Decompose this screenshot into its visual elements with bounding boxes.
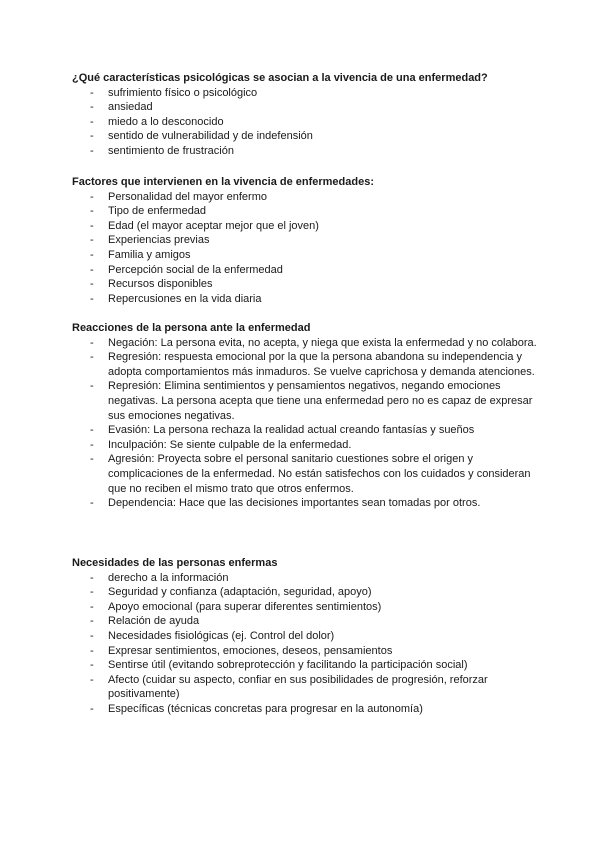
section-heading: Factores que intervienen en la vivencia de enfermedades:: [72, 176, 375, 188]
list-item: - sufrimiento físico o psicológico: [72, 86, 542, 101]
list-item: - Evasión: La persona rechaza la realidad actual creando fantasías y sueños: [72, 423, 542, 438]
list-item: - miedo a lo desconocido: [72, 115, 542, 130]
list-item: - ansiedad: [72, 100, 542, 115]
section-heading: Necesidades de las personas enfermas: [72, 557, 278, 569]
list-item: - Sentirse útil (evitando sobreprotección y facilitando la participación social): [72, 658, 542, 673]
list-item: - Repercusiones en la vida diaria: [72, 292, 542, 307]
list-item: - Seguridad y confianza (adaptación, seguridad, apoyo): [72, 585, 542, 600]
list-item: - Regresión: respuesta emocional por la que la persona abandona su independencia y adopta comportamientos más inmaduros. Se vuelve caprichosa y demanda atenciones.: [72, 350, 542, 379]
list-item: - Expresar sentimientos, emociones, deseos, pensamientos: [72, 644, 542, 659]
list-item: - Represión: Elimina sentimientos y pensamientos negativos, negando emociones negativas. La persona acepta que tiene una enfermedad pero no es capaz de expresar sus emociones negativas.: [72, 379, 542, 423]
bullet-list: [72, 190, 542, 307]
section-heading: Reacciones de la persona ante la enfermedad: [72, 322, 311, 334]
list-item: - derecho a la información: [72, 571, 542, 586]
list-item: - Específicas (técnicas concretas para progresar en la autonomía): [72, 702, 542, 717]
list-item: - Familia y amigos: [72, 248, 542, 263]
list-item: - Inculpación: Se siente culpable de la enfermedad.: [72, 438, 542, 453]
section-reactions: [72, 321, 542, 511]
list-item: - Experiencias previas: [72, 233, 542, 248]
bullet-list: [72, 336, 542, 511]
list-item: - Necesidades fisiológicas (ej. Control del dolor): [72, 629, 542, 644]
list-item: - Recursos disponibles: [72, 277, 542, 292]
list-item: - Afecto (cuidar su aspecto, confiar en sus posibilidades de progresión, reforzar positivamente): [72, 673, 542, 702]
list-item: - Relación de ayuda: [72, 614, 542, 629]
section-heading: ¿Qué características psicológicas se asocian a la vivencia de una enfermedad?: [72, 72, 488, 84]
list-item: - Tipo de enfermedad: [72, 204, 542, 219]
bullet-list: [72, 86, 542, 159]
section-needs: [72, 556, 542, 717]
list-item: - Edad (el mayor aceptar mejor que el joven): [72, 219, 542, 234]
list-item: - sentimiento de frustración: [72, 144, 542, 159]
list-item: - Negación: La persona evita, no acepta, y niega que exista la enfermedad y no colabora.: [72, 336, 542, 351]
list-item: - Percepción social de la enfermedad: [72, 263, 542, 278]
list-item: - Apoyo emocional (para superar diferentes sentimientos): [72, 600, 542, 615]
list-item: - sentido de vulnerabilidad y de indefensión: [72, 129, 542, 144]
list-item: - Dependencia: Hace que las decisiones importantes sean tomadas por otros.: [72, 496, 542, 511]
list-item: - Agresión: Proyecta sobre el personal sanitario cuestiones sobre el origen y complicaciones de la enfermedad. No están satisfechos con los cuidados y consideran que no reciben el mismo trato que otros enfermos.: [72, 452, 542, 496]
bullet-list: [72, 571, 542, 717]
section-psychological-characteristics: [72, 71, 542, 159]
section-influencing-factors: [72, 175, 542, 306]
list-item: - Personalidad del mayor enfermo: [72, 190, 542, 205]
